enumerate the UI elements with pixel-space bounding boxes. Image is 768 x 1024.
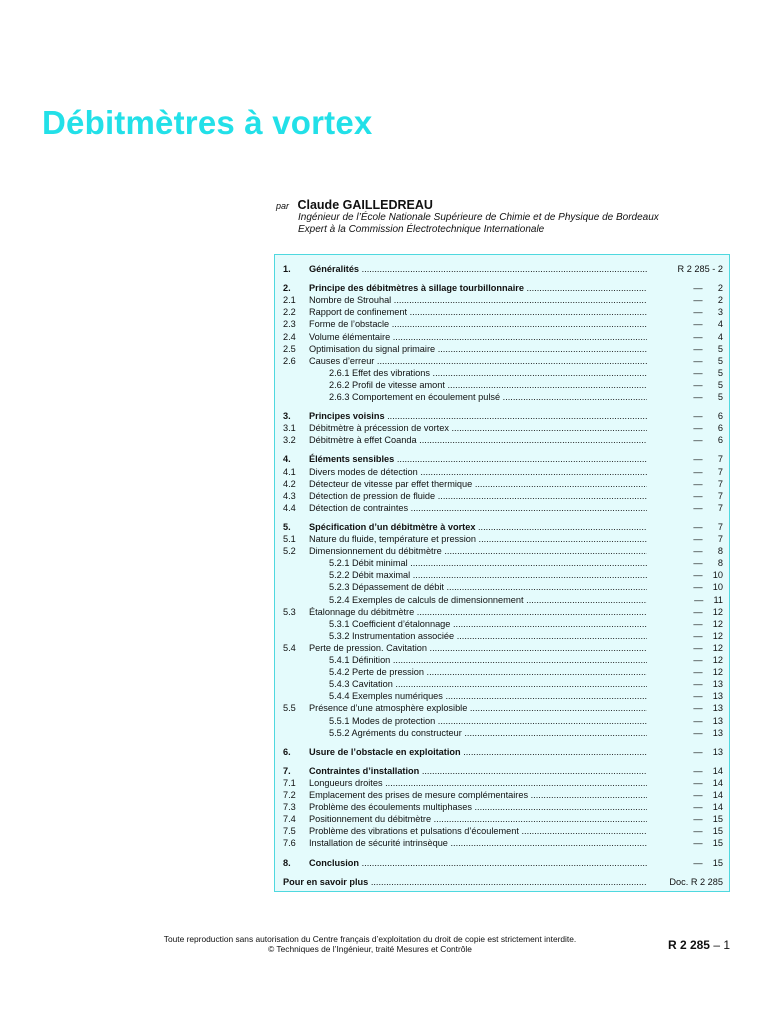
toc-entry-number: 5.2: [283, 546, 296, 557]
toc-entry-title: Positionnement du débitmètre .....: [309, 813, 647, 825]
toc-entry-title: Pour en savoir plus .....: [283, 876, 647, 888]
toc-entry-number: 4.4: [283, 502, 296, 513]
toc-entry-page: — 7: [693, 466, 723, 477]
toc-entry: [275, 837, 731, 849]
toc-entry-number: 2.5: [283, 343, 296, 354]
toc-entry-page: — 13: [693, 727, 723, 738]
toc-entry-page: — 10: [693, 582, 723, 593]
toc-entry-number: 5.: [283, 521, 291, 532]
toc-entry-page: — 6: [693, 435, 723, 446]
toc-entry-number: 4.3: [283, 490, 296, 501]
toc-entry: [275, 642, 731, 654]
toc-entry-page: — 14: [693, 790, 723, 800]
toc-entry-number: 5.4: [283, 642, 296, 653]
toc-entry: [275, 306, 731, 318]
toc-entry-number: 1.: [283, 264, 291, 274]
toc-entry-page: — 14: [693, 765, 723, 776]
toc-entry: [275, 391, 731, 403]
toc-entry-title: Longueurs droites .....: [309, 777, 647, 789]
toc-entry-number: 7.2: [283, 790, 296, 800]
toc-entry-page: — 6: [693, 411, 723, 422]
toc-entry-number: 3.: [283, 411, 291, 422]
toc-entry: [275, 702, 731, 714]
toc-entry-title: 5.3.2 Instrumentation associée .....: [329, 630, 647, 642]
toc-entry: [275, 727, 731, 739]
toc-entry-page: — 14: [693, 777, 723, 788]
toc-entry: [275, 777, 731, 789]
toc-entry: [275, 533, 731, 545]
toc-entry-page: — 13: [693, 691, 723, 702]
toc-entry: [275, 765, 731, 777]
toc-entry-title: Présence d’une atmosphère explosible .....: [309, 702, 647, 714]
toc-entry-title: 5.2.3 Dépassement de débit .....: [329, 581, 647, 593]
toc-entry-number: 6.: [283, 746, 291, 757]
toc-entry-title: Problème des écoulements multiphases .....: [309, 801, 647, 813]
toc-entry-page: — 10: [693, 570, 723, 581]
toc-entry-number: 2.4: [283, 331, 296, 342]
toc-entry-page: — 15: [693, 814, 723, 825]
toc-entry-page: R 2 285 - 2: [677, 264, 723, 274]
toc-entry: [275, 801, 731, 813]
toc-entry-title: 5.4.1 Définition .....: [329, 654, 647, 666]
toc-entry-number: 5.5: [283, 703, 296, 714]
toc-entry-page: — 14: [693, 802, 723, 813]
toc-entry-page: — 7: [693, 534, 723, 544]
toc-entry-number: 7.3: [283, 802, 296, 813]
toc-entry-title: Dimensionnement du débitmètre .....: [309, 545, 647, 557]
toc-entry-title: 2.6.2 Profil de vitesse amont .....: [329, 379, 647, 391]
toc-entry: [275, 422, 731, 434]
toc-entry-number: 4.: [283, 454, 291, 465]
toc-entry: [275, 355, 731, 367]
toc-entry: [275, 654, 731, 666]
toc-entry-title: 2.6.1 Effet des vibrations .....: [329, 367, 647, 379]
document-ref: R 2 285: [667, 938, 710, 952]
toc-entry-title: 5.2.1 Débit minimal .....: [329, 557, 647, 569]
toc-entry-page: — 4: [693, 319, 723, 330]
toc-entry: [275, 343, 731, 355]
toc-entry-page: — 15: [693, 857, 723, 868]
toc-entry: [275, 857, 731, 869]
toc-entry-page: — 5: [693, 343, 723, 354]
toc-entry-page: — 12: [693, 606, 723, 617]
toc-entry-number: 8.: [283, 857, 291, 868]
toc-entry: [275, 813, 731, 825]
toc-entry-title: Principes voisins .....: [309, 410, 647, 422]
toc-entry-number: 7.1: [283, 777, 296, 788]
toc-entry-page: — 5: [693, 392, 723, 402]
toc-entry-title: 5.2.4 Exemples de calculs de dimensionnement .....: [329, 594, 647, 606]
toc-entry-page: — 13: [693, 703, 723, 714]
toc-entry: [275, 557, 731, 569]
toc-entry: [275, 876, 731, 888]
toc-entry-title: Principe des débitmètres à sillage tourbillonnaire .....: [309, 282, 647, 294]
toc-entry-page: — 12: [693, 618, 723, 629]
toc-entry: [275, 594, 731, 606]
toc-entry-title: 5.4.4 Exemples numériques .....: [329, 690, 647, 702]
toc-entry-page: — 8: [693, 558, 723, 569]
author-name: Claude GAILLEDREAU: [297, 198, 433, 212]
copyright-line-2: © Techniques de l’Ingénieur, traité Mesures et Contrôle: [268, 944, 472, 954]
toc-entry-title: Généralités .....: [309, 263, 647, 275]
toc-entry-number: 2.2: [283, 307, 296, 318]
copyright-line-1: Toute reproduction sans autorisation du Centre français d’exploitation du droit de copie est strictement interdite.: [163, 934, 577, 944]
toc-entry: [275, 263, 731, 275]
toc-entry-number: 7.: [283, 765, 291, 776]
toc-entry: [275, 825, 731, 837]
toc-entry: [275, 410, 731, 422]
toc-entry-page: — 12: [693, 667, 723, 678]
toc-entry-page: — 4: [693, 331, 723, 342]
toc-entry-page: — 6: [693, 423, 723, 434]
toc-entry-number: 2.6: [283, 355, 296, 366]
toc-entry: [275, 282, 731, 294]
toc-entry-title: Détection de pression de fluide .....: [309, 490, 647, 502]
toc-entry-page: — 5: [693, 367, 723, 378]
toc-entry-title: Détecteur de vitesse par effet thermique .....: [309, 478, 647, 490]
toc-entry-title: 5.5.1 Modes de protection .....: [329, 715, 647, 727]
toc-entry-number: 7.6: [283, 838, 296, 849]
toc-entry: [275, 331, 731, 343]
toc-entry: [275, 789, 731, 801]
toc-entry-title: Débitmètre à effet Coanda .....: [309, 434, 647, 446]
toc-entry: [275, 630, 731, 642]
toc-entry-number: 3.2: [283, 435, 296, 446]
toc-entry-title: Spécification d’un débitmètre à vortex .....: [309, 521, 647, 533]
toc-entry: [275, 318, 731, 330]
toc-entry-title: Éléments sensibles .....: [309, 453, 647, 465]
toc-entry-page: — 12: [693, 630, 723, 641]
toc-entry-title: Installation de sécurité intrinsèque .....: [309, 837, 647, 849]
toc-entry: [275, 581, 731, 593]
toc-entry-number: 2.3: [283, 319, 296, 330]
toc-entry-number: 7.4: [283, 814, 296, 825]
toc-entry-page: — 15: [693, 838, 723, 849]
toc-entry: [275, 746, 731, 758]
toc-entry-page: — 7: [693, 490, 723, 501]
toc-entry-page: — 13: [693, 679, 723, 690]
toc-entry-title: 5.4.2 Perte de pression .....: [329, 666, 647, 678]
toc-entry: [275, 478, 731, 490]
toc-entry-title: Nature du fluide, température et pression .....: [309, 533, 647, 545]
copyright-notice: [140, 934, 600, 954]
table-of-contents: [274, 254, 730, 892]
toc-entry-page: — 5: [693, 379, 723, 390]
toc-entry-number: 4.1: [283, 466, 296, 477]
toc-entry-page: — 7: [693, 454, 723, 465]
toc-entry-number: 5.1: [283, 534, 296, 544]
toc-entry-page: — 7: [693, 521, 723, 532]
toc-entry-title: Contraintes d’installation .....: [309, 765, 647, 777]
toc-entry-title: Divers modes de détection .....: [309, 466, 647, 478]
toc-entry-page: Doc. R 2 285: [669, 876, 723, 887]
toc-entry-title: Conclusion .....: [309, 857, 647, 869]
toc-entry-page: — 13: [693, 746, 723, 757]
toc-entry-title: Détection de contraintes .....: [309, 502, 647, 514]
toc-entry: [275, 678, 731, 690]
toc-entry-title: 5.4.3 Cavitation .....: [329, 678, 647, 690]
toc-entry: [275, 521, 731, 533]
toc-entry: [275, 715, 731, 727]
toc-entry-number: 2.1: [283, 295, 296, 306]
toc-entry-page: — 3: [693, 307, 723, 318]
toc-entry-title: Forme de l’obstacle .....: [309, 318, 647, 330]
toc-entry-number: 4.2: [283, 478, 296, 489]
toc-entry-title: Optimisation du signal primaire .....: [309, 343, 647, 355]
toc-entry: [275, 666, 731, 678]
toc-entry-title: 5.3.1 Coefficient d’étalonnage .....: [329, 618, 647, 630]
toc-entry: [275, 453, 731, 465]
toc-entry-number: 3.1: [283, 423, 296, 434]
toc-entry-page: — 8: [693, 546, 723, 557]
toc-entry-title: Perte de pression. Cavitation .....: [309, 642, 647, 654]
toc-entry: [275, 379, 731, 391]
toc-entry-page: — 7: [693, 478, 723, 489]
toc-entry: [275, 490, 731, 502]
page-reference: [668, 938, 730, 952]
toc-entry: [275, 434, 731, 446]
toc-entry-title: 5.5.2 Agréments du constructeur .....: [329, 727, 647, 739]
toc-entry-number: 7.5: [283, 826, 296, 837]
toc-entry-page: — 2: [693, 295, 723, 306]
toc-entry-number: 2.: [283, 283, 291, 294]
toc-entry-page: — 12: [693, 642, 723, 653]
toc-entry: [275, 294, 731, 306]
toc-entry: [275, 545, 731, 557]
toc-entry-title: Débitmètre à précession de vortex .....: [309, 422, 647, 434]
toc-entry: [275, 569, 731, 581]
toc-entry-title: Étalonnage du débitmètre .....: [309, 606, 647, 618]
toc-entry: [275, 502, 731, 514]
toc-entry-title: Usure de l’obstacle en exploitation .....: [309, 746, 647, 758]
toc-entry-page: — 5: [693, 355, 723, 366]
page-number: – 1: [709, 938, 730, 952]
toc-entry-page: — 15: [693, 826, 723, 837]
toc-entry: [275, 466, 731, 478]
toc-entry-title: Problème des vibrations et pulsations d’écoulement .....: [309, 825, 647, 837]
toc-entry-number: 5.3: [283, 606, 296, 617]
author-affiliation-1: Ingénieur de l’École Nationale Supérieure de Chimie et de Physique de Bordeaux: [298, 212, 659, 223]
toc-entry-title: Volume élémentaire .....: [309, 331, 647, 343]
toc-entry-title: Nombre de Strouhal .....: [309, 294, 647, 306]
author-affiliation-2: Expert à la Commission Électrotechnique Internationale: [298, 224, 545, 235]
toc-entry-title: 5.2.2 Débit maximal .....: [329, 569, 647, 581]
toc-entry: [275, 618, 731, 630]
toc-entry-page: — 2: [693, 283, 723, 294]
toc-entry-page: — 7: [693, 502, 723, 513]
toc-entry-title: Emplacement des prises de mesure complémentaires .....: [309, 789, 647, 801]
toc-entry-page: — 13: [693, 715, 723, 726]
toc-entry-title: 2.6.3 Comportement en écoulement pulsé .....: [329, 391, 647, 403]
toc-entry-page: — 12: [693, 655, 723, 665]
byline-prefix: par: [276, 201, 290, 211]
page-title: Débitmètres à vortex: [42, 104, 373, 141]
toc-entry-title: Rapport de confinement .....: [309, 306, 647, 318]
toc-entry: [275, 606, 731, 618]
toc-entry: [275, 367, 731, 379]
toc-entry-title: Causes d’erreur .....: [309, 355, 647, 367]
toc-entry-page: — 11: [694, 594, 723, 605]
toc-entry: [275, 690, 731, 702]
